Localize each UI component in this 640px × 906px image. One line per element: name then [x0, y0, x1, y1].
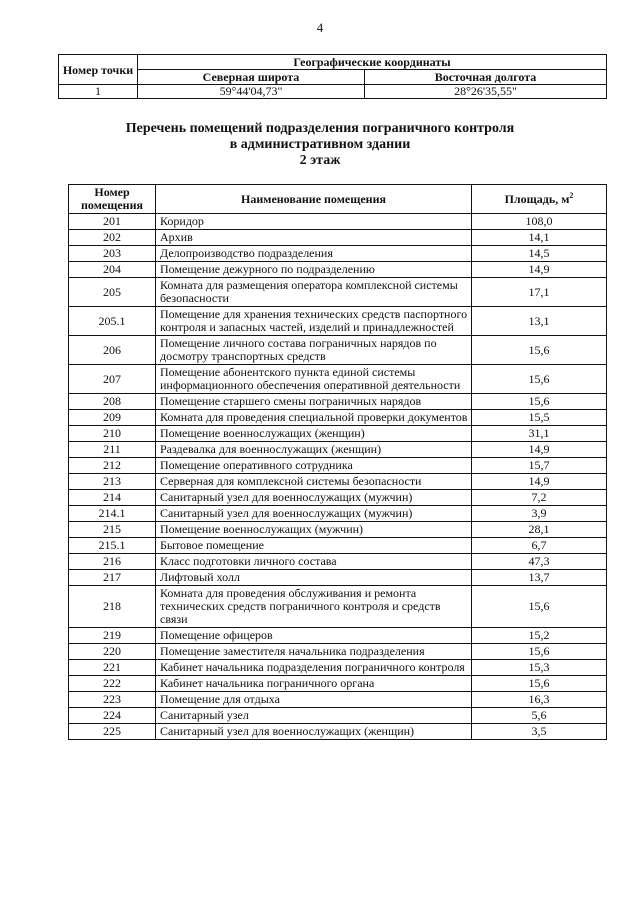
rooms-cell-number: 202	[69, 230, 156, 246]
rooms-cell-name: Помещение старшего смены пограничных нарядов	[156, 394, 472, 410]
rooms-row	[69, 442, 607, 458]
rooms-cell-area: 7,2	[472, 490, 607, 506]
rooms-cell-name: Кабинет начальника подразделения пограничного контроля	[156, 660, 472, 676]
rooms-cell-name: Комната для проведения специальной проверки документов	[156, 410, 472, 426]
rooms-row	[69, 410, 607, 426]
rooms-row	[69, 214, 607, 230]
rooms-header-area	[472, 185, 607, 214]
rooms-cell-name: Санитарный узел для военнослужащих (мужчин)	[156, 506, 472, 522]
coordinates-row	[59, 85, 607, 99]
rooms-cell-name: Комната для проведения обслуживания и ремонта технических средств пограничного контроля и средств связи	[156, 586, 472, 628]
rooms-cell-area: 14,9	[472, 442, 607, 458]
coordinates-header-group: Географические координаты	[138, 55, 607, 70]
rooms-cell-area: 14,9	[472, 474, 607, 490]
rooms-row	[69, 490, 607, 506]
rooms-cell-number: 217	[69, 570, 156, 586]
rooms-cell-name: Помещение заместителя начальника подразделения	[156, 644, 472, 660]
rooms-header-area-superscript: 2	[569, 190, 574, 200]
rooms-cell-number: 224	[69, 708, 156, 724]
rooms-cell-area: 15,6	[472, 676, 607, 692]
rooms-cell-name: Санитарный узел для военнослужащих (женщин)	[156, 724, 472, 740]
rooms-row	[69, 474, 607, 490]
rooms-cell-number: 212	[69, 458, 156, 474]
rooms-cell-area: 31,1	[472, 426, 607, 442]
rooms-cell-area: 15,6	[472, 336, 607, 365]
coordinates-body	[59, 85, 607, 99]
rooms-cell-area: 15,6	[472, 644, 607, 660]
rooms-cell-number: 206	[69, 336, 156, 365]
rooms-row	[69, 692, 607, 708]
rooms-cell-number: 218	[69, 586, 156, 628]
rooms-cell-number: 207	[69, 365, 156, 394]
rooms-cell-name: Помещение дежурного по подразделению	[156, 262, 472, 278]
rooms-row	[69, 394, 607, 410]
rooms-cell-number: 213	[69, 474, 156, 490]
rooms-cell-name: Серверная для комплексной системы безопасности	[156, 474, 472, 490]
rooms-cell-number: 221	[69, 660, 156, 676]
rooms-row	[69, 307, 607, 336]
coordinates-header-number	[59, 55, 138, 85]
rooms-cell-number: 214.1	[69, 506, 156, 522]
rooms-row	[69, 538, 607, 554]
rooms-cell-area: 13,7	[472, 570, 607, 586]
coordinates-cell-number: 1	[59, 85, 138, 99]
rooms-cell-number: 208	[69, 394, 156, 410]
rooms-row	[69, 628, 607, 644]
rooms-row	[69, 230, 607, 246]
rooms-cell-name: Санитарный узел для военнослужащих (мужчин)	[156, 490, 472, 506]
rooms-cell-name: Класс подготовки личного состава	[156, 554, 472, 570]
rooms-header-name: Наименование помещения	[156, 185, 472, 214]
coordinates-cell-lon: 28°26'35,55"	[365, 85, 607, 99]
rooms-header-number	[69, 185, 156, 214]
rooms-cell-area: 17,1	[472, 278, 607, 307]
rooms-cell-area: 14,9	[472, 262, 607, 278]
rooms-cell-number: 204	[69, 262, 156, 278]
rooms-cell-name: Раздевалка для военнослужащих (женщин)	[156, 442, 472, 458]
rooms-row	[69, 554, 607, 570]
rooms-cell-name: Делопроизводство подразделения	[156, 246, 472, 262]
coordinates-table	[58, 54, 607, 99]
rooms-cell-number: 214	[69, 490, 156, 506]
rooms-row	[69, 676, 607, 692]
rooms-row	[69, 644, 607, 660]
coordinates-header-lat: Северная широта	[138, 70, 365, 85]
rooms-row	[69, 365, 607, 394]
rooms-cell-name: Помещение абонентского пункта единой системы информационного обеспечения оперативной деятельности	[156, 365, 472, 394]
rooms-cell-area: 14,1	[472, 230, 607, 246]
rooms-cell-area: 108,0	[472, 214, 607, 230]
rooms-cell-name: Кабинет начальника пограничного органа	[156, 676, 472, 692]
rooms-cell-area: 15,2	[472, 628, 607, 644]
rooms-cell-name: Помещение военнослужащих (мужчин)	[156, 522, 472, 538]
rooms-cell-number: 220	[69, 644, 156, 660]
rooms-row	[69, 262, 607, 278]
rooms-row	[69, 458, 607, 474]
rooms-cell-area: 47,3	[472, 554, 607, 570]
coordinates-cell-lat: 59°44'04,73"	[138, 85, 365, 99]
rooms-cell-area: 13,1	[472, 307, 607, 336]
page-number: 4	[316, 20, 324, 35]
coordinates-header-lon: Восточная долгота	[365, 70, 607, 85]
section-title	[0, 121, 640, 169]
rooms-cell-name: Помещение личного состава пограничных нарядов по досмотру транспортных средств	[156, 336, 472, 365]
rooms-row	[69, 336, 607, 365]
rooms-row	[69, 660, 607, 676]
rooms-cell-area: 15,6	[472, 586, 607, 628]
rooms-cell-name: Архив	[156, 230, 472, 246]
rooms-row	[69, 506, 607, 522]
rooms-row	[69, 426, 607, 442]
section-title-line-2: в административном здании	[229, 137, 411, 152]
rooms-cell-number: 216	[69, 554, 156, 570]
rooms-cell-number: 215.1	[69, 538, 156, 554]
rooms-cell-name: Лифтовый холл	[156, 570, 472, 586]
rooms-cell-name: Санитарный узел	[156, 708, 472, 724]
section-title-line-1: Перечень помещений подразделения пограничного контроля	[125, 121, 515, 136]
coordinates-header-number-text: Номер точки	[62, 62, 134, 77]
rooms-cell-number: 219	[69, 628, 156, 644]
rooms-header-area-text: Площадь, м	[504, 191, 570, 206]
rooms-cell-number: 209	[69, 410, 156, 426]
rooms-cell-area: 15,6	[472, 394, 607, 410]
rooms-cell-area: 15,7	[472, 458, 607, 474]
rooms-cell-number: 211	[69, 442, 156, 458]
rooms-cell-number: 210	[69, 426, 156, 442]
rooms-cell-number: 203	[69, 246, 156, 262]
rooms-cell-number: 201	[69, 214, 156, 230]
rooms-row	[69, 570, 607, 586]
rooms-cell-name: Помещение офицеров	[156, 628, 472, 644]
rooms-row	[69, 586, 607, 628]
rooms-body	[69, 214, 607, 740]
rooms-cell-area: 6,7	[472, 538, 607, 554]
rooms-row	[69, 724, 607, 740]
rooms-header-number-text: Номер помещения	[81, 185, 143, 212]
rooms-cell-name: Бытовое помещение	[156, 538, 472, 554]
rooms-cell-area: 15,6	[472, 365, 607, 394]
rooms-cell-area: 16,3	[472, 692, 607, 708]
rooms-cell-name: Помещение военнослужащих (женщин)	[156, 426, 472, 442]
rooms-cell-name: Комната для размещения оператора комплексной системы безопасности	[156, 278, 472, 307]
rooms-row	[69, 522, 607, 538]
rooms-cell-area: 3,9	[472, 506, 607, 522]
rooms-cell-name: Помещение для хранения технических средств паспортного контроля и запасных частей, изделий и принадлежностей	[156, 307, 472, 336]
rooms-cell-name: Помещение для отдыха	[156, 692, 472, 708]
rooms-cell-number: 225	[69, 724, 156, 740]
section-title-line-3: 2 этаж	[299, 153, 341, 168]
rooms-cell-number: 205	[69, 278, 156, 307]
rooms-row	[69, 246, 607, 262]
rooms-table	[68, 184, 607, 740]
rooms-cell-area: 14,5	[472, 246, 607, 262]
rooms-cell-number: 205.1	[69, 307, 156, 336]
rooms-cell-number: 223	[69, 692, 156, 708]
rooms-cell-name: Помещение оперативного сотрудника	[156, 458, 472, 474]
rooms-cell-area: 15,5	[472, 410, 607, 426]
rooms-cell-area: 3,5	[472, 724, 607, 740]
rooms-row	[69, 278, 607, 307]
rooms-cell-area: 28,1	[472, 522, 607, 538]
rooms-cell-area: 15,3	[472, 660, 607, 676]
rooms-row	[69, 708, 607, 724]
rooms-cell-number: 222	[69, 676, 156, 692]
rooms-cell-area: 5,6	[472, 708, 607, 724]
rooms-cell-number: 215	[69, 522, 156, 538]
rooms-cell-name: Коридор	[156, 214, 472, 230]
